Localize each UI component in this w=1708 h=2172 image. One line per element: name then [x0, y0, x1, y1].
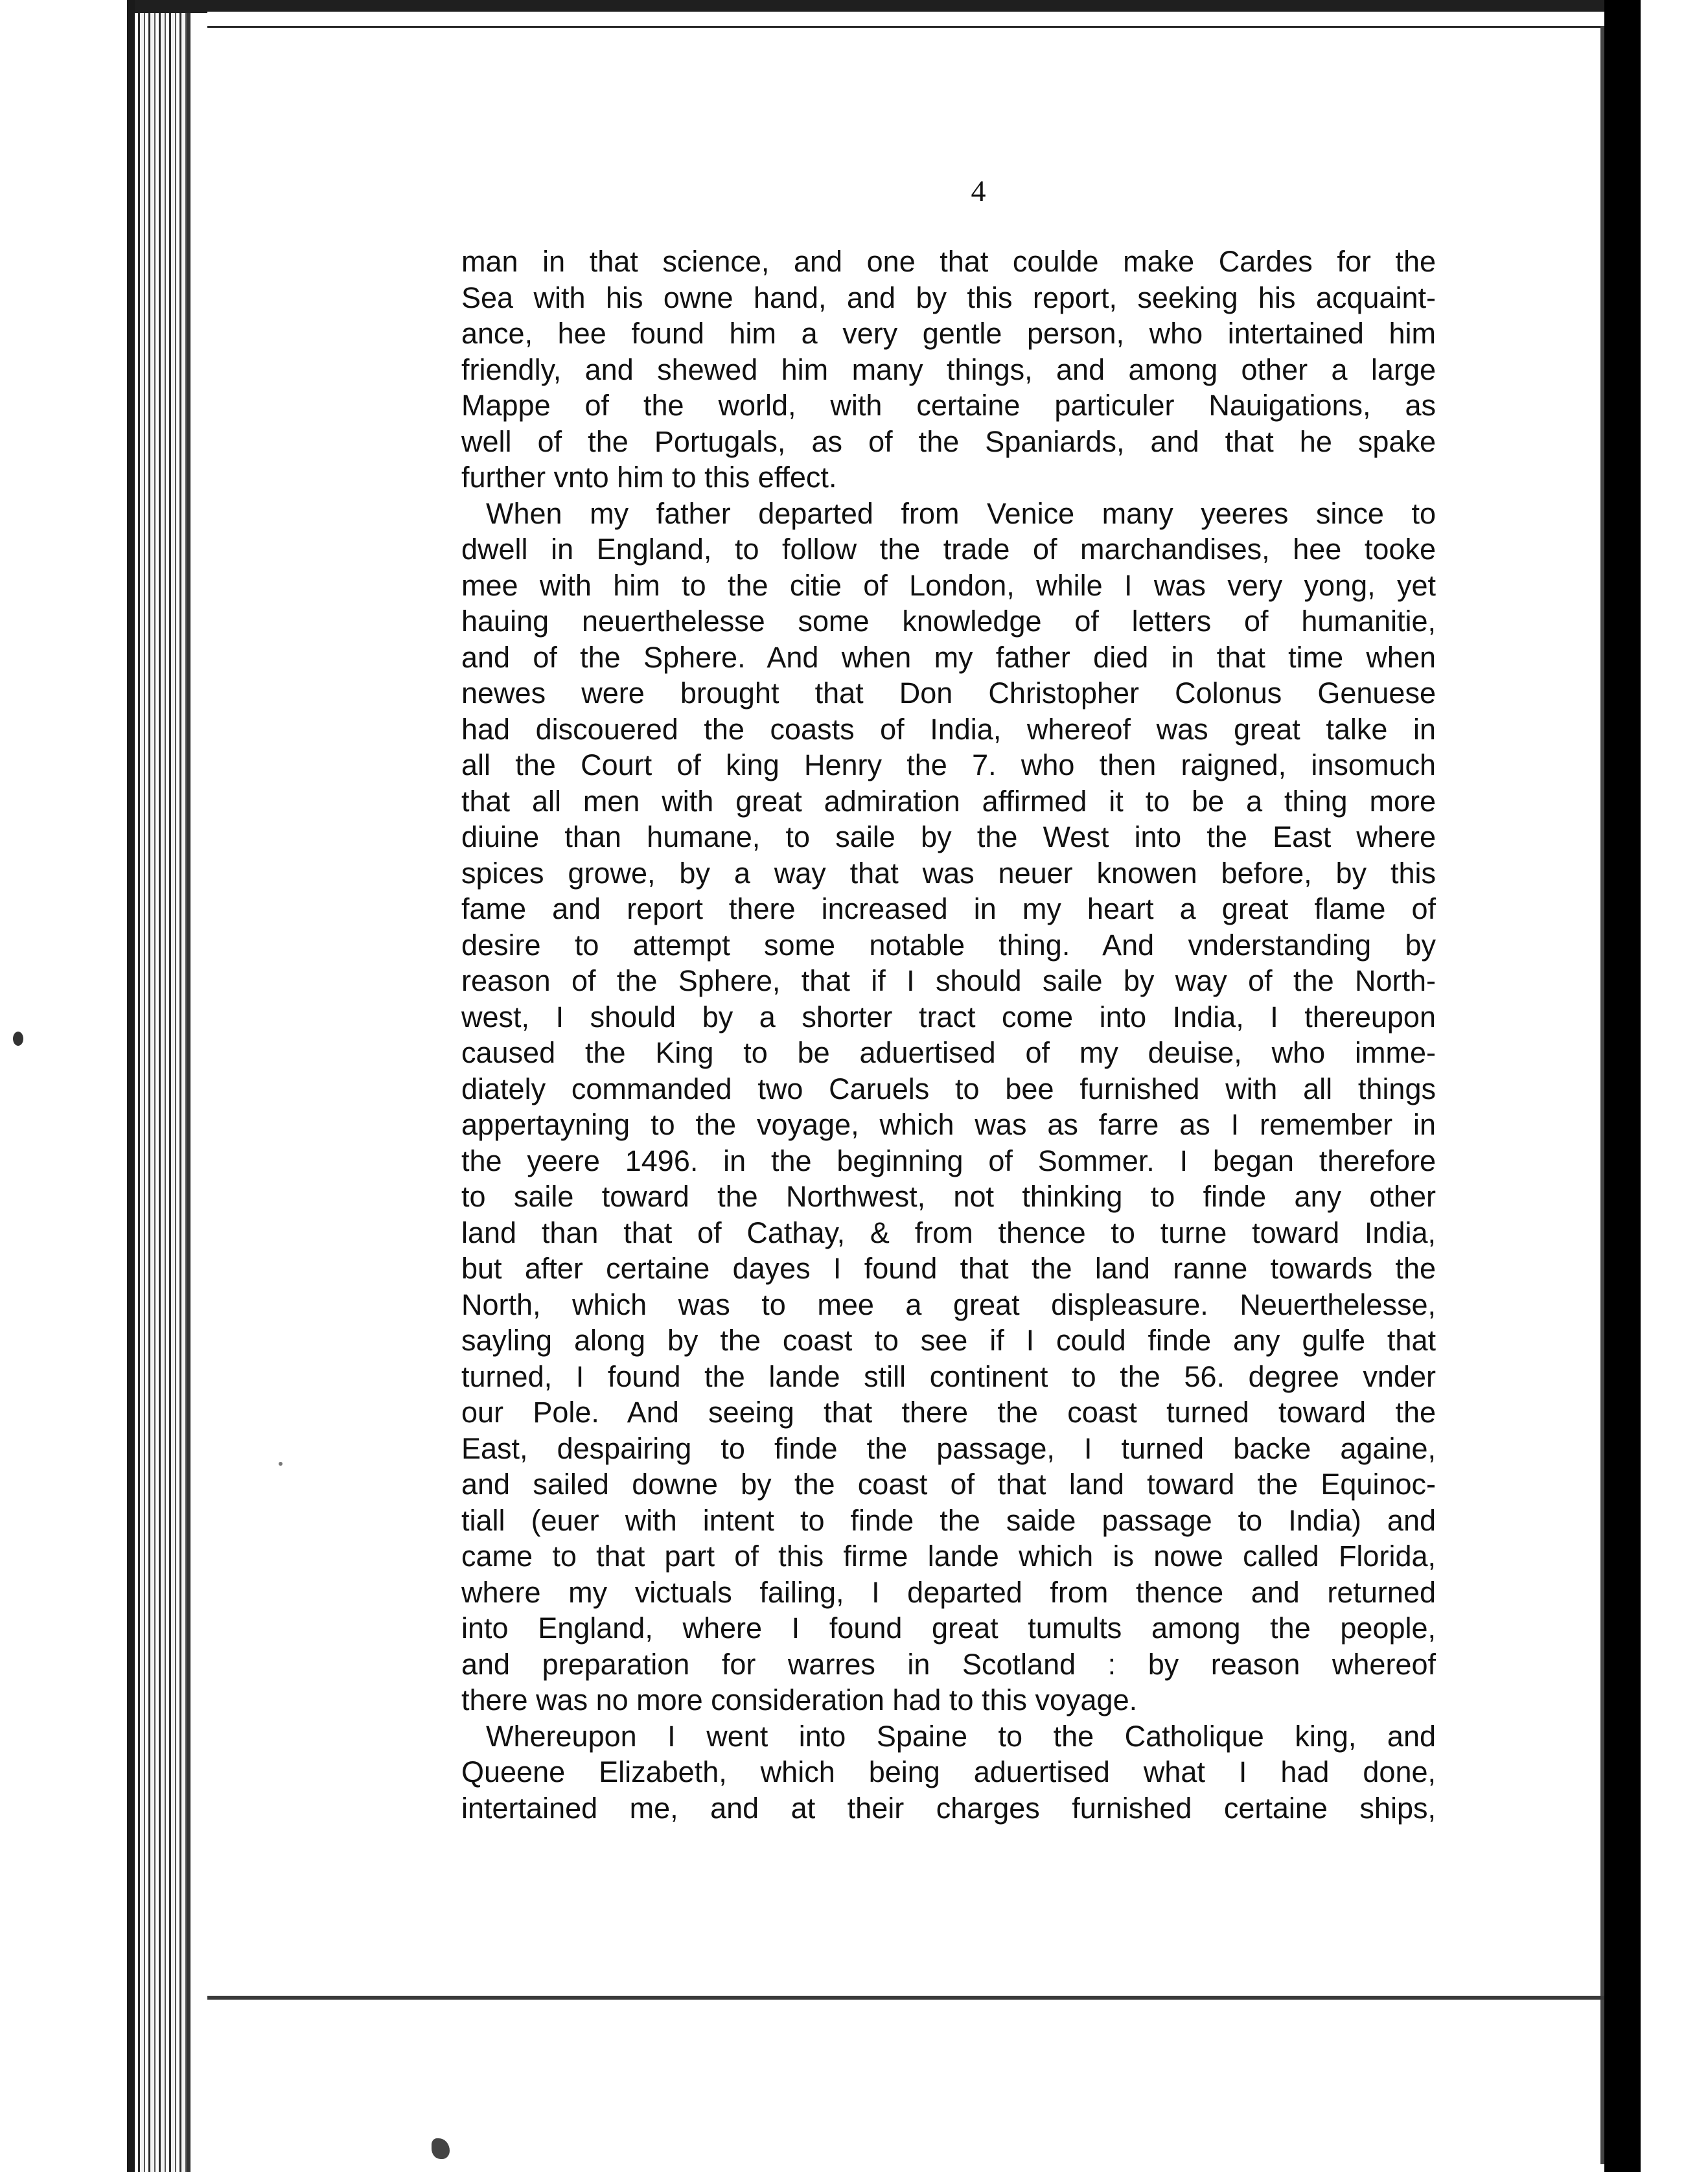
page-number: 4 [971, 174, 986, 207]
text-line: desire to attempt some notable thing. And vnderstanding by [461, 928, 1436, 962]
text-line: intertained me, and at their charges furnished certaine ships, [461, 1791, 1436, 1825]
text-line: that all men with great admiration affirmed it to be a thing more [461, 784, 1436, 818]
text-line: land than that of Cathay, & from thence to turne toward India, [461, 1216, 1436, 1249]
top-scan-edge [135, 0, 1612, 13]
facing-page-margin [1641, 0, 1708, 2172]
bottom-page-edge [207, 1996, 1604, 2000]
text-line: further vnto him to this effect. [461, 461, 837, 494]
text-line: caused the King to be aduertised of my deuise, who imme- [461, 1036, 1436, 1069]
text-line: but after certaine dayes I found that the land ranne towards the [461, 1252, 1436, 1285]
scan-speck [432, 2138, 450, 2159]
right-scan-edge [1604, 0, 1641, 2172]
book-spine-edge [127, 0, 135, 2172]
text-line: diately commanded two Caruels to bee furnished with all things [461, 1072, 1436, 1105]
text-line: North, which was to mee a great displeasure. Neuerthelesse, [461, 1288, 1436, 1321]
text-line: man in that science, and one that coulde make Cardes for the [461, 245, 1436, 278]
text-line: the yeere 1496. in the beginning of Sommer. I began therefore [461, 1144, 1436, 1177]
text-line: turned, I found the lande still continent to the 56. degree vnder [461, 1359, 1436, 1393]
text-line: came to that part of this firme lande which is nowe called Florida, [461, 1540, 1436, 1573]
text-line: dwell in England, to follow the trade of marchandises, hee tooke [461, 533, 1436, 566]
text-line: west, I should by a shorter tract come into India, I thereupon [461, 1000, 1436, 1034]
text-line: our Pole. And seeing that there the coast turned toward the [461, 1396, 1436, 1429]
text-line: well of the Portugals, as of the Spaniards, and that he spake [461, 424, 1436, 458]
scan-speck [13, 1032, 23, 1046]
text-line: all the Court of king Henry the 7. who then raigned, insomuch [461, 748, 1436, 781]
page-inner-margin [187, 0, 216, 2172]
text-line: and sailed downe by the coast of that land toward the Equinoc- [461, 1468, 1436, 1501]
text-line: Queene Elizabeth, which being aduertised what I had done, [461, 1755, 1436, 1788]
text-line: friendly, and shewed him many things, and among other a large [461, 352, 1436, 386]
scan-speck [279, 1462, 283, 1466]
text-line: East, despairing to finde the passage, I turned backe againe, [461, 1431, 1436, 1465]
top-page-edge [207, 12, 1607, 28]
text-line: tiall (euer with intent to finde the saide passage to India) and [461, 1503, 1436, 1537]
body-text [461, 244, 1436, 1826]
text-line: fame and report there increased in my heart a great flame of [461, 892, 1436, 925]
text-line: reason of the Sphere, that if I should saile by way of the North- [461, 964, 1436, 997]
text-line: appertayning to the voyage, which was as farre as I remember in [461, 1108, 1436, 1141]
text-line: Mappe of the world, with certaine particuler Nauigations, as [461, 389, 1436, 422]
text-line: and preparation for warres in Scotland : by reason whereof [461, 1647, 1436, 1681]
text-line: there was no more consideration had to this voyage. [461, 1683, 1138, 1716]
text-line: had discouered the coasts of India, whereof was great talke in [461, 712, 1436, 746]
text-line: Whereupon I went into Spaine to the Catholique king, and [486, 1719, 1436, 1753]
page-stack-edge [135, 0, 187, 2172]
text-line: Sea with his owne hand, and by this report, seeking his acquaint- [461, 281, 1436, 314]
text-line: When my father departed from Venice many yeeres since to [486, 496, 1436, 530]
text-line: into England, where I found great tumults among the people, [461, 1612, 1436, 1645]
text-line: hauing neuerthelesse some knowledge of letters of humanitie, [461, 605, 1436, 638]
text-line: to saile toward the Northwest, not thinking to finde any other [461, 1180, 1436, 1213]
text-line: diuine than humane, to saile by the West into the East where [461, 820, 1436, 853]
text-line: sayling along by the coast to see if I could finde any gulfe that [461, 1324, 1436, 1357]
text-line: ance, hee found him a very gentle person, who intertained him [461, 317, 1436, 350]
text-line: where my victuals failing, I departed from thence and returned [461, 1575, 1436, 1609]
text-line: spices growe, by a way that was neuer knowen before, by this [461, 856, 1436, 890]
text-line: and of the Sphere. And when my father died in that time when [461, 640, 1436, 674]
text-line: newes were brought that Don Christopher Colonus Genuese [461, 676, 1436, 710]
text-line: mee with him to the citie of London, while I was very yong, yet [461, 568, 1436, 602]
